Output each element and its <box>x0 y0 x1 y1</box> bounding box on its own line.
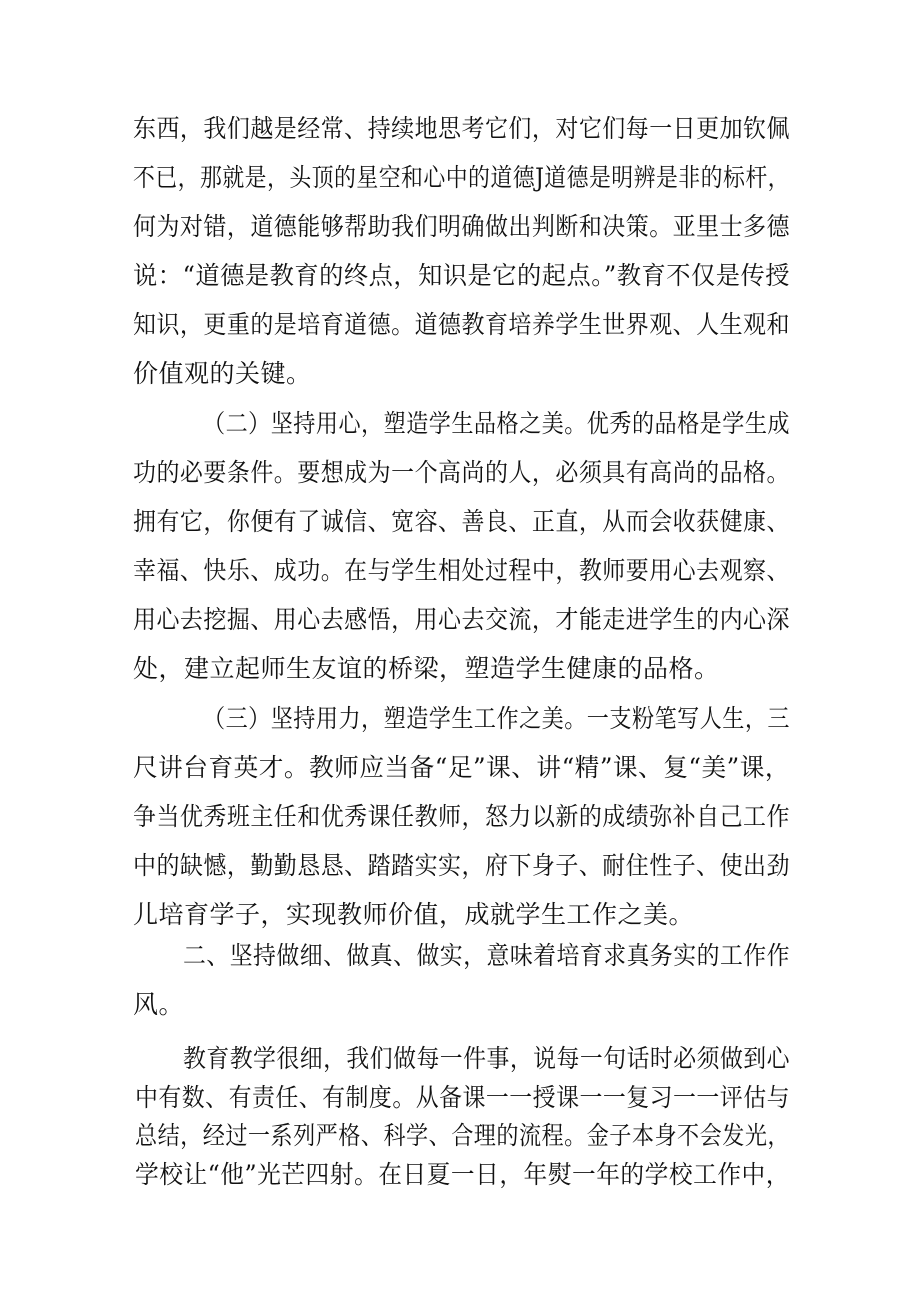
paragraph-5-line-3: 总结，经过一系列严格、科学、合理的流程。金子本身不会发光， <box>135 1121 790 1150</box>
paragraph-5-line-1: 教育教学很细，我们做每一件事，说每一句话时必须做到心 <box>183 1044 790 1073</box>
paragraph-2-line-3: 拥有它，你便有了诚信、宽容、善良、正直，从而会收获健康、 <box>133 507 790 536</box>
paragraph-1-line-1: 东西，我们越是经常、持续地思考它们，对它们每一日更加钦佩 <box>133 114 790 143</box>
section-heading-line-2: 风。 <box>133 990 185 1019</box>
paragraph-2-line-4: 幸福、快乐、成功。在与学生相处过程中，教师要用心去观察、 <box>133 556 790 585</box>
paragraph-1-line-3: 何为对错，道德能够帮助我们明确做出判断和决策。亚里士多德 <box>133 212 790 241</box>
paragraph-1-line-4: 说：“道德是教育的终点，知识是它的起点。”教育不仅是传授 <box>133 261 790 290</box>
paragraph-5-line-2: 中有数、有责任、有制度。从备课一一授课一一复习一一评估与 <box>135 1083 790 1112</box>
paragraph-1-line-6: 价值观的关键。 <box>133 359 312 388</box>
paragraph-3-line-4: 中的缺憾，勤勤恳恳、踏踏实实，府下身子、耐住性子、使出劲 <box>133 851 790 880</box>
section-heading-line-1: 二、坚持做细、做真、做实，意味着培育求真务实的工作作 <box>183 941 790 970</box>
paragraph-1-line-5: 知识，更重的是培育道德。道德教育培养学生世界观、人生观和 <box>133 310 790 339</box>
paragraph-2-line-1: （二）坚持用心，塑造学生品格之美。优秀的品格是学生成 <box>203 409 790 438</box>
paragraph-3-line-1: （三）坚持用力，塑造学生工作之美。一支粉笔写人生，三 <box>203 704 790 733</box>
paragraph-3-line-3: 争当优秀班主任和优秀课任教师，怒力以新的成绩弥补自己工作 <box>133 802 790 831</box>
paragraph-3-line-2: 尺讲台育英才。教师应当备“足”课、讲“精”课、复“美”课， <box>133 753 790 782</box>
paragraph-2-line-6: 处，建立起师生友谊的桥梁，塑造学生健康的品格。 <box>133 654 720 683</box>
paragraph-2-line-2: 功的必要条件。要想成为一个高尚的人，必须具有高尚的品格。 <box>133 458 790 487</box>
paragraph-1-line-2: 不已，那就是，头顶的星空和心中的道德J道德是明辨是非的标杆， <box>133 163 790 192</box>
paragraph-5-line-4: 学校让“他”光芒四射。在日夏一日，年熨一年的学校工作中， <box>135 1160 790 1189</box>
paragraph-3-line-5: 儿培育学子，实现教师价值，成就学生工作之美。 <box>133 900 695 929</box>
paragraph-2-line-5: 用心去挖掘、用心去感悟，用心去交流，才能走进学生的内心深 <box>133 605 790 634</box>
